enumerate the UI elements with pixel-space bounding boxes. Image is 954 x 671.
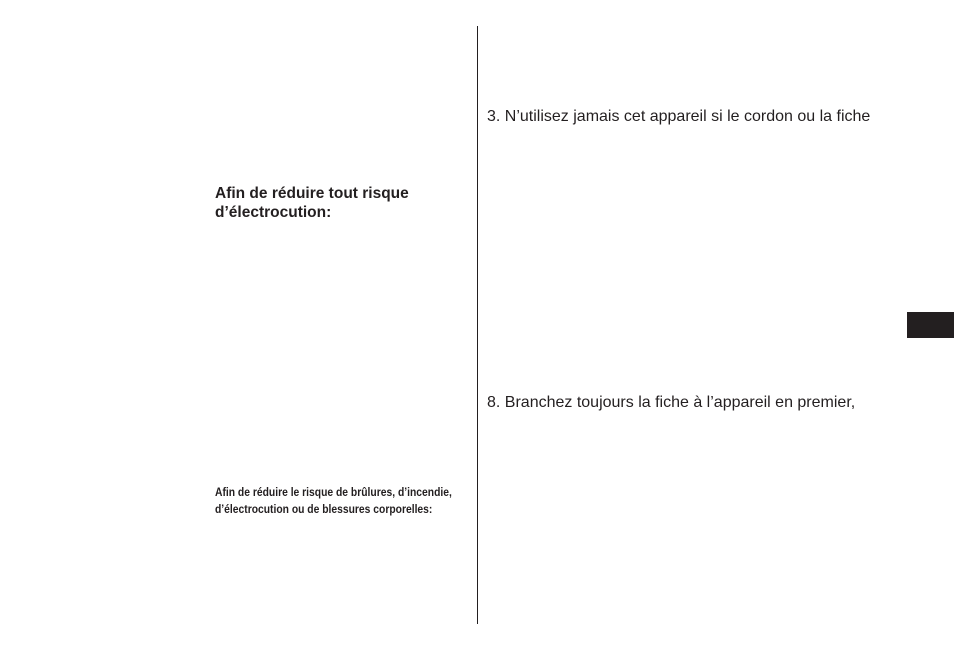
instruction-item-8: 8. Branchez toujours la fiche à l’appareil en premier, (487, 394, 856, 411)
instruction-item-3: 3. N’utilisez jamais cet appareil si le cordon ou la fiche (487, 108, 871, 125)
column-divider (477, 26, 478, 624)
heading-burns-fire-injury (215, 484, 452, 518)
heading-electric-shock (215, 184, 465, 222)
language-thumb-tab (907, 312, 954, 338)
heading-electric-shock-line-2: d’électrocution: (215, 204, 332, 221)
heading-burns-line-1: Afin de réduire le risque de brûlures, d’incendie, (215, 485, 452, 499)
heading-burns-line-2: d’électrocution ou de blessures corporelles: (215, 502, 433, 516)
heading-electric-shock-line-1: Afin de réduire tout risque (215, 185, 409, 202)
